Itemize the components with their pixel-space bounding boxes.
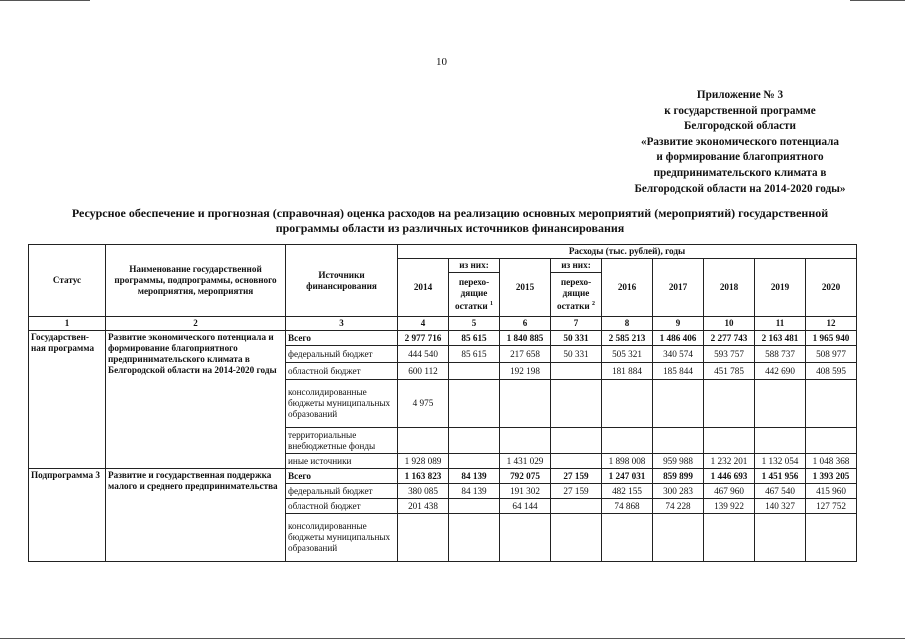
header-status: Статус [29,245,106,317]
column-number: 1 [29,317,106,331]
column-number: 10 [704,317,755,331]
scan-artifact-top [0,0,90,1]
amount-cell: 181 884 [602,363,653,380]
amount-cell: 1 232 201 [704,454,755,469]
header-name: Наименование государственной программы, подпрограммы, основного мероприятия, мероприятия [106,245,286,317]
amount-cell: 444 540 [398,346,449,363]
column-number: 2 [106,317,286,331]
amount-cell: 192 198 [500,363,551,380]
amount-cell: 74 228 [653,499,704,514]
header-expenses: Расходы (тыс. рублей), годы [398,245,857,259]
appendix-line: Белгородской области [684,120,796,133]
amount-cell: 1 965 940 [806,331,857,346]
amount-cell [653,428,704,454]
amount-cell [551,380,602,428]
amount-cell: 27 159 [551,469,602,484]
amount-cell [602,428,653,454]
header-year-2018: 2018 [704,259,755,317]
amount-cell: 588 737 [755,346,806,363]
amount-cell: 50 331 [551,331,602,346]
amount-cell: 64 144 [500,499,551,514]
amount-cell: 340 574 [653,346,704,363]
amount-cell: 1 928 089 [398,454,449,469]
header-carryover-2 [551,273,602,317]
amount-cell: 2 277 743 [704,331,755,346]
amount-cell: 217 658 [500,346,551,363]
appendix-line: «Развитие экономического потенциала [640,135,840,148]
footnote-mark: 1 [490,300,494,307]
amount-cell [806,380,857,428]
amount-cell [398,428,449,454]
column-number: 12 [806,317,857,331]
amount-cell [806,514,857,562]
amount-cell [602,514,653,562]
amount-cell: 1 451 956 [755,469,806,484]
amount-cell: 139 922 [704,499,755,514]
amount-cell: 859 899 [653,469,704,484]
title-line: Ресурсное обеспечение и прогнозная (справочная) оценка расходов на реализацию основных мероприятий (мероприятий) государственной [71,206,829,220]
amount-cell [602,380,653,428]
amount-cell: 380 085 [398,484,449,499]
header-year-2017: 2017 [653,259,704,317]
amount-cell: 201 438 [398,499,449,514]
column-number: 8 [602,317,653,331]
amount-cell [704,514,755,562]
amount-cell [551,454,602,469]
row-program-name: Развитие и государственная поддержка малого и среднего предпринимательства [106,469,286,562]
amount-cell: 300 283 [653,484,704,499]
amount-cell [755,514,806,562]
scan-artifact-bottom [0,638,905,639]
amount-cell [653,514,704,562]
amount-cell [755,428,806,454]
amount-cell [755,380,806,428]
amount-cell: 467 960 [704,484,755,499]
amount-cell [551,428,602,454]
amount-cell: 1 163 823 [398,469,449,484]
amount-cell: 1 132 054 [755,454,806,469]
amount-cell: 185 844 [653,363,704,380]
column-number: 7 [551,317,602,331]
amount-cell: 4 975 [398,380,449,428]
amount-cell: 74 868 [602,499,653,514]
amount-cell: 415 960 [806,484,857,499]
header-year-2015: 2015 [500,259,551,317]
amount-cell [500,428,551,454]
appendix-line: предпринимательского климата в [653,166,827,179]
column-number: 9 [653,317,704,331]
page-number: 10 [436,56,447,68]
amount-cell [449,380,500,428]
amount-cell: 27 159 [551,484,602,499]
appendix-line: к государственной программе [664,104,816,117]
header-carryover-1 [449,273,500,317]
amount-cell: 127 752 [806,499,857,514]
amount-cell [653,380,704,428]
amount-cell: 191 302 [500,484,551,499]
amount-cell [449,499,500,514]
amount-cell: 140 327 [755,499,806,514]
amount-cell: 2 163 481 [755,331,806,346]
amount-cell: 50 331 [551,346,602,363]
amount-cell: 600 112 [398,363,449,380]
document-title [20,206,880,236]
amount-cell [449,363,500,380]
funding-source: федеральный бюджет [286,484,398,499]
amount-cell: 451 785 [704,363,755,380]
amount-cell: 1 898 008 [602,454,653,469]
amount-cell [449,428,500,454]
amount-cell: 482 155 [602,484,653,499]
title-line: программы области из различных источников финансирования [275,221,625,235]
amount-cell [806,428,857,454]
amount-cell: 1 431 029 [500,454,551,469]
amount-cell [500,380,551,428]
column-number: 5 [449,317,500,331]
amount-cell: 84 139 [449,469,500,484]
amount-cell: 2 585 213 [602,331,653,346]
amount-cell [500,514,551,562]
column-number-row [29,317,857,331]
funding-source: областной бюджет [286,499,398,514]
amount-cell: 508 977 [806,346,857,363]
amount-cell [704,428,755,454]
amount-cell: 1 048 368 [806,454,857,469]
amount-cell: 1 446 693 [704,469,755,484]
amount-cell: 1 247 031 [602,469,653,484]
amount-cell [551,363,602,380]
amount-cell: 408 595 [806,363,857,380]
header-year-2016: 2016 [602,259,653,317]
budget-table [28,244,857,562]
funding-source: консолидированные бюджеты муниципальных образований [286,514,398,562]
amount-cell [398,514,449,562]
appendix-line: и формирование благоприятного [656,151,824,164]
header-of-them-2: из них: [551,259,602,273]
amount-cell: 593 757 [704,346,755,363]
amount-cell: 1 840 885 [500,331,551,346]
table-row [29,331,857,346]
amount-cell: 85 615 [449,346,500,363]
carryover-label: перехо-дящие остатки [556,276,592,312]
appendix-heading [615,88,865,197]
funding-source: Всего [286,331,398,346]
funding-source: Всего [286,469,398,484]
header-of-them-1: из них: [449,259,500,273]
row-program-name: Развитие экономического потенциала и формирование благоприятного предпринимательского климата в Белгородской области на 2014-2020 годы [106,331,286,469]
carryover-label: перехо-дящие остатки [454,276,490,312]
amount-cell: 959 988 [653,454,704,469]
column-number: 11 [755,317,806,331]
appendix-line: Белгородской области на 2014-2020 годы» [634,182,846,195]
row-status: Подпрограмма 3 [29,469,106,562]
amount-cell: 505 321 [602,346,653,363]
amount-cell: 1 486 406 [653,331,704,346]
amount-cell: 2 977 716 [398,331,449,346]
funding-source: территориальные внебюджетные фонды [286,428,398,454]
amount-cell: 467 540 [755,484,806,499]
amount-cell [449,514,500,562]
amount-cell: 1 393 205 [806,469,857,484]
scan-artifact-top-right [850,0,905,1]
amount-cell: 792 075 [500,469,551,484]
funding-source: иные источники [286,454,398,469]
header-sources: Источники финансирования [286,245,398,317]
appendix-line: Приложение № 3 [696,89,784,101]
funding-source: федеральный бюджет [286,346,398,363]
amount-cell [551,499,602,514]
amount-cell [704,380,755,428]
header-year-2020: 2020 [806,259,857,317]
row-status: Государствен-ная программа [29,331,106,469]
header-year-2019: 2019 [755,259,806,317]
funding-source: областной бюджет [286,363,398,380]
column-number: 4 [398,317,449,331]
amount-cell: 84 139 [449,484,500,499]
table-row [29,469,857,484]
column-number: 3 [286,317,398,331]
footnote-mark: 2 [592,300,596,307]
amount-cell: 85 615 [449,331,500,346]
amount-cell [449,454,500,469]
amount-cell [551,514,602,562]
amount-cell: 442 690 [755,363,806,380]
column-number: 6 [500,317,551,331]
header-year-2014: 2014 [398,259,449,317]
funding-source: консолидированные бюджеты муниципальных образований [286,380,398,428]
